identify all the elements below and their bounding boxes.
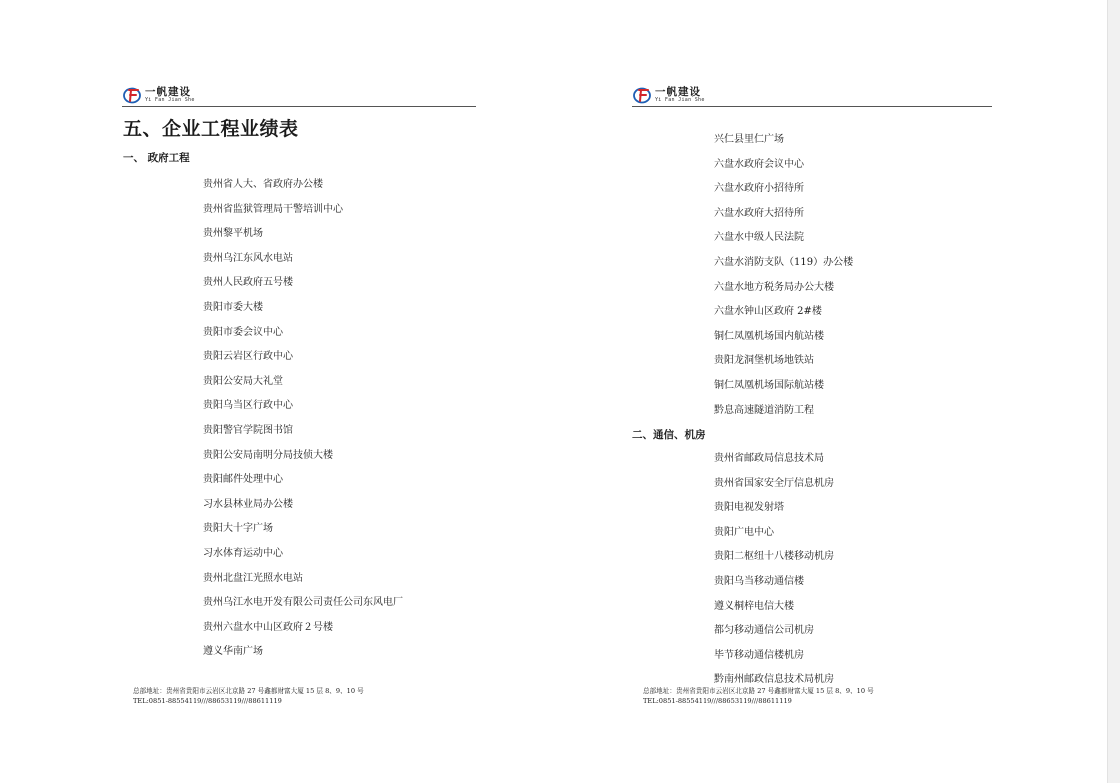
project-item: 都匀移动通信公司机房 bbox=[714, 625, 814, 637]
project-item: 六盘水中级人民法院 bbox=[714, 232, 804, 244]
project-item: 六盘水政府小招待所 bbox=[714, 183, 804, 195]
document-page-right bbox=[560, 0, 1108, 783]
project-item: 贵阳警官学院图书馆 bbox=[203, 424, 293, 436]
project-item: 贵阳公安局南明分局技侦大楼 bbox=[203, 449, 333, 461]
government-project-list bbox=[203, 178, 403, 670]
footer-address: 总部地址：贵州省贵阳市云岩区北京路 27 号鑫都财富大厦 15 层 8、9、10 号 bbox=[133, 687, 364, 695]
project-item: 贵州黎平机场 bbox=[203, 228, 263, 240]
project-item: 贵阳市委会议中心 bbox=[203, 326, 283, 338]
project-item: 贵阳市委大楼 bbox=[203, 301, 263, 313]
project-item: 贵阳龙洞堡机场地铁站 bbox=[714, 355, 814, 367]
project-item: 贵州省国家安全厅信息机房 bbox=[714, 477, 834, 489]
project-item: 六盘水政府会议中心 bbox=[714, 158, 804, 170]
logo-text-pinyin: Yi Fan Jian She bbox=[655, 97, 705, 104]
project-item: 贵州省人大、省政府办公楼 bbox=[203, 179, 323, 190]
footer bbox=[643, 687, 874, 706]
logo-text-pinyin: Yi Fan Jian She bbox=[145, 97, 195, 104]
government-project-list-continued bbox=[714, 133, 853, 428]
project-item: 贵州省邮政局信息技术局 bbox=[714, 453, 824, 464]
project-item: 习水体育运动中心 bbox=[203, 547, 283, 559]
project-item: 六盘水钟山区政府 2#楼 bbox=[714, 306, 822, 318]
project-item: 遵义华南广场 bbox=[203, 646, 263, 658]
project-item: 遵义桐梓电信大楼 bbox=[714, 600, 794, 612]
project-item: 习水县林业局办公楼 bbox=[203, 498, 293, 510]
header-rule bbox=[632, 106, 992, 107]
project-item: 兴仁县里仁广场 bbox=[714, 134, 784, 145]
footer-tel: TEL:0851-88554119///88653119///88611119 bbox=[133, 696, 282, 705]
project-item: 贵阳云岩区行政中心 bbox=[203, 351, 293, 363]
telecom-project-list bbox=[714, 452, 834, 698]
project-item: 贵州北盘江光照水电站 bbox=[203, 572, 303, 584]
project-item: 贵阳大十字广场 bbox=[203, 523, 273, 535]
project-item: 贵州六盘水中山区政府２号楼 bbox=[203, 621, 333, 633]
logo-text-cn: 一帆建设 bbox=[655, 85, 701, 98]
project-item: 贵阳电视发射塔 bbox=[714, 502, 784, 514]
telecom-heading: 二、通信、机房 bbox=[632, 429, 706, 441]
project-item: 六盘水地方税务局办公大楼 bbox=[714, 281, 834, 293]
project-item: 黔南州邮政信息技术局机房 bbox=[714, 674, 834, 686]
project-item: 贵阳乌当移动通信楼 bbox=[714, 575, 804, 587]
project-item: 铜仁凤凰机场国际航站楼 bbox=[714, 379, 824, 391]
project-item: 六盘水消防支队（119）办公楼 bbox=[714, 256, 854, 268]
project-item: 贵州乌江水电开发有限公司责任公司东风电厂 bbox=[203, 597, 403, 609]
project-item: 贵阳乌当区行政中心 bbox=[203, 400, 293, 412]
project-item: 贵州人民政府五号楼 bbox=[203, 277, 293, 289]
footer bbox=[133, 687, 364, 706]
logo-emblem-icon bbox=[633, 86, 653, 104]
project-item: 贵阳公安局大礼堂 bbox=[203, 375, 283, 387]
project-item: 铜仁凤凰机场国内航站楼 bbox=[714, 330, 824, 342]
footer-address: 总部地址：贵州省贵阳市云岩区北京路 27 号鑫都财富大厦 15 层 8、9、10 号 bbox=[643, 687, 874, 695]
header-rule bbox=[122, 106, 476, 107]
project-item: 贵阳广电中心 bbox=[714, 526, 774, 538]
project-item: 贵阳邮件处理中心 bbox=[203, 474, 283, 486]
project-item: 贵阳二枢纽十八楼移动机房 bbox=[714, 551, 834, 563]
project-item: 黔息高速隧道消防工程 bbox=[714, 404, 814, 416]
project-item: 贵州省监狱管理局干警培训中心 bbox=[203, 203, 343, 215]
government-heading: 一、 政府工程 bbox=[123, 152, 190, 164]
logo-emblem-icon bbox=[123, 86, 143, 104]
project-item: 六盘水政府大招待所 bbox=[714, 207, 804, 219]
vertical-scrollbar[interactable] bbox=[1107, 0, 1120, 783]
company-logo bbox=[123, 86, 195, 104]
project-item: 毕节移动通信楼机房 bbox=[714, 649, 804, 661]
project-item: 贵州乌江东风水电站 bbox=[203, 252, 293, 264]
footer-tel: TEL:0851-88554119///88653119///88611119 bbox=[643, 696, 792, 705]
section-title: 五、企业工程业绩表 bbox=[123, 118, 299, 140]
logo-text-cn: 一帆建设 bbox=[145, 85, 191, 98]
company-logo bbox=[633, 86, 705, 104]
